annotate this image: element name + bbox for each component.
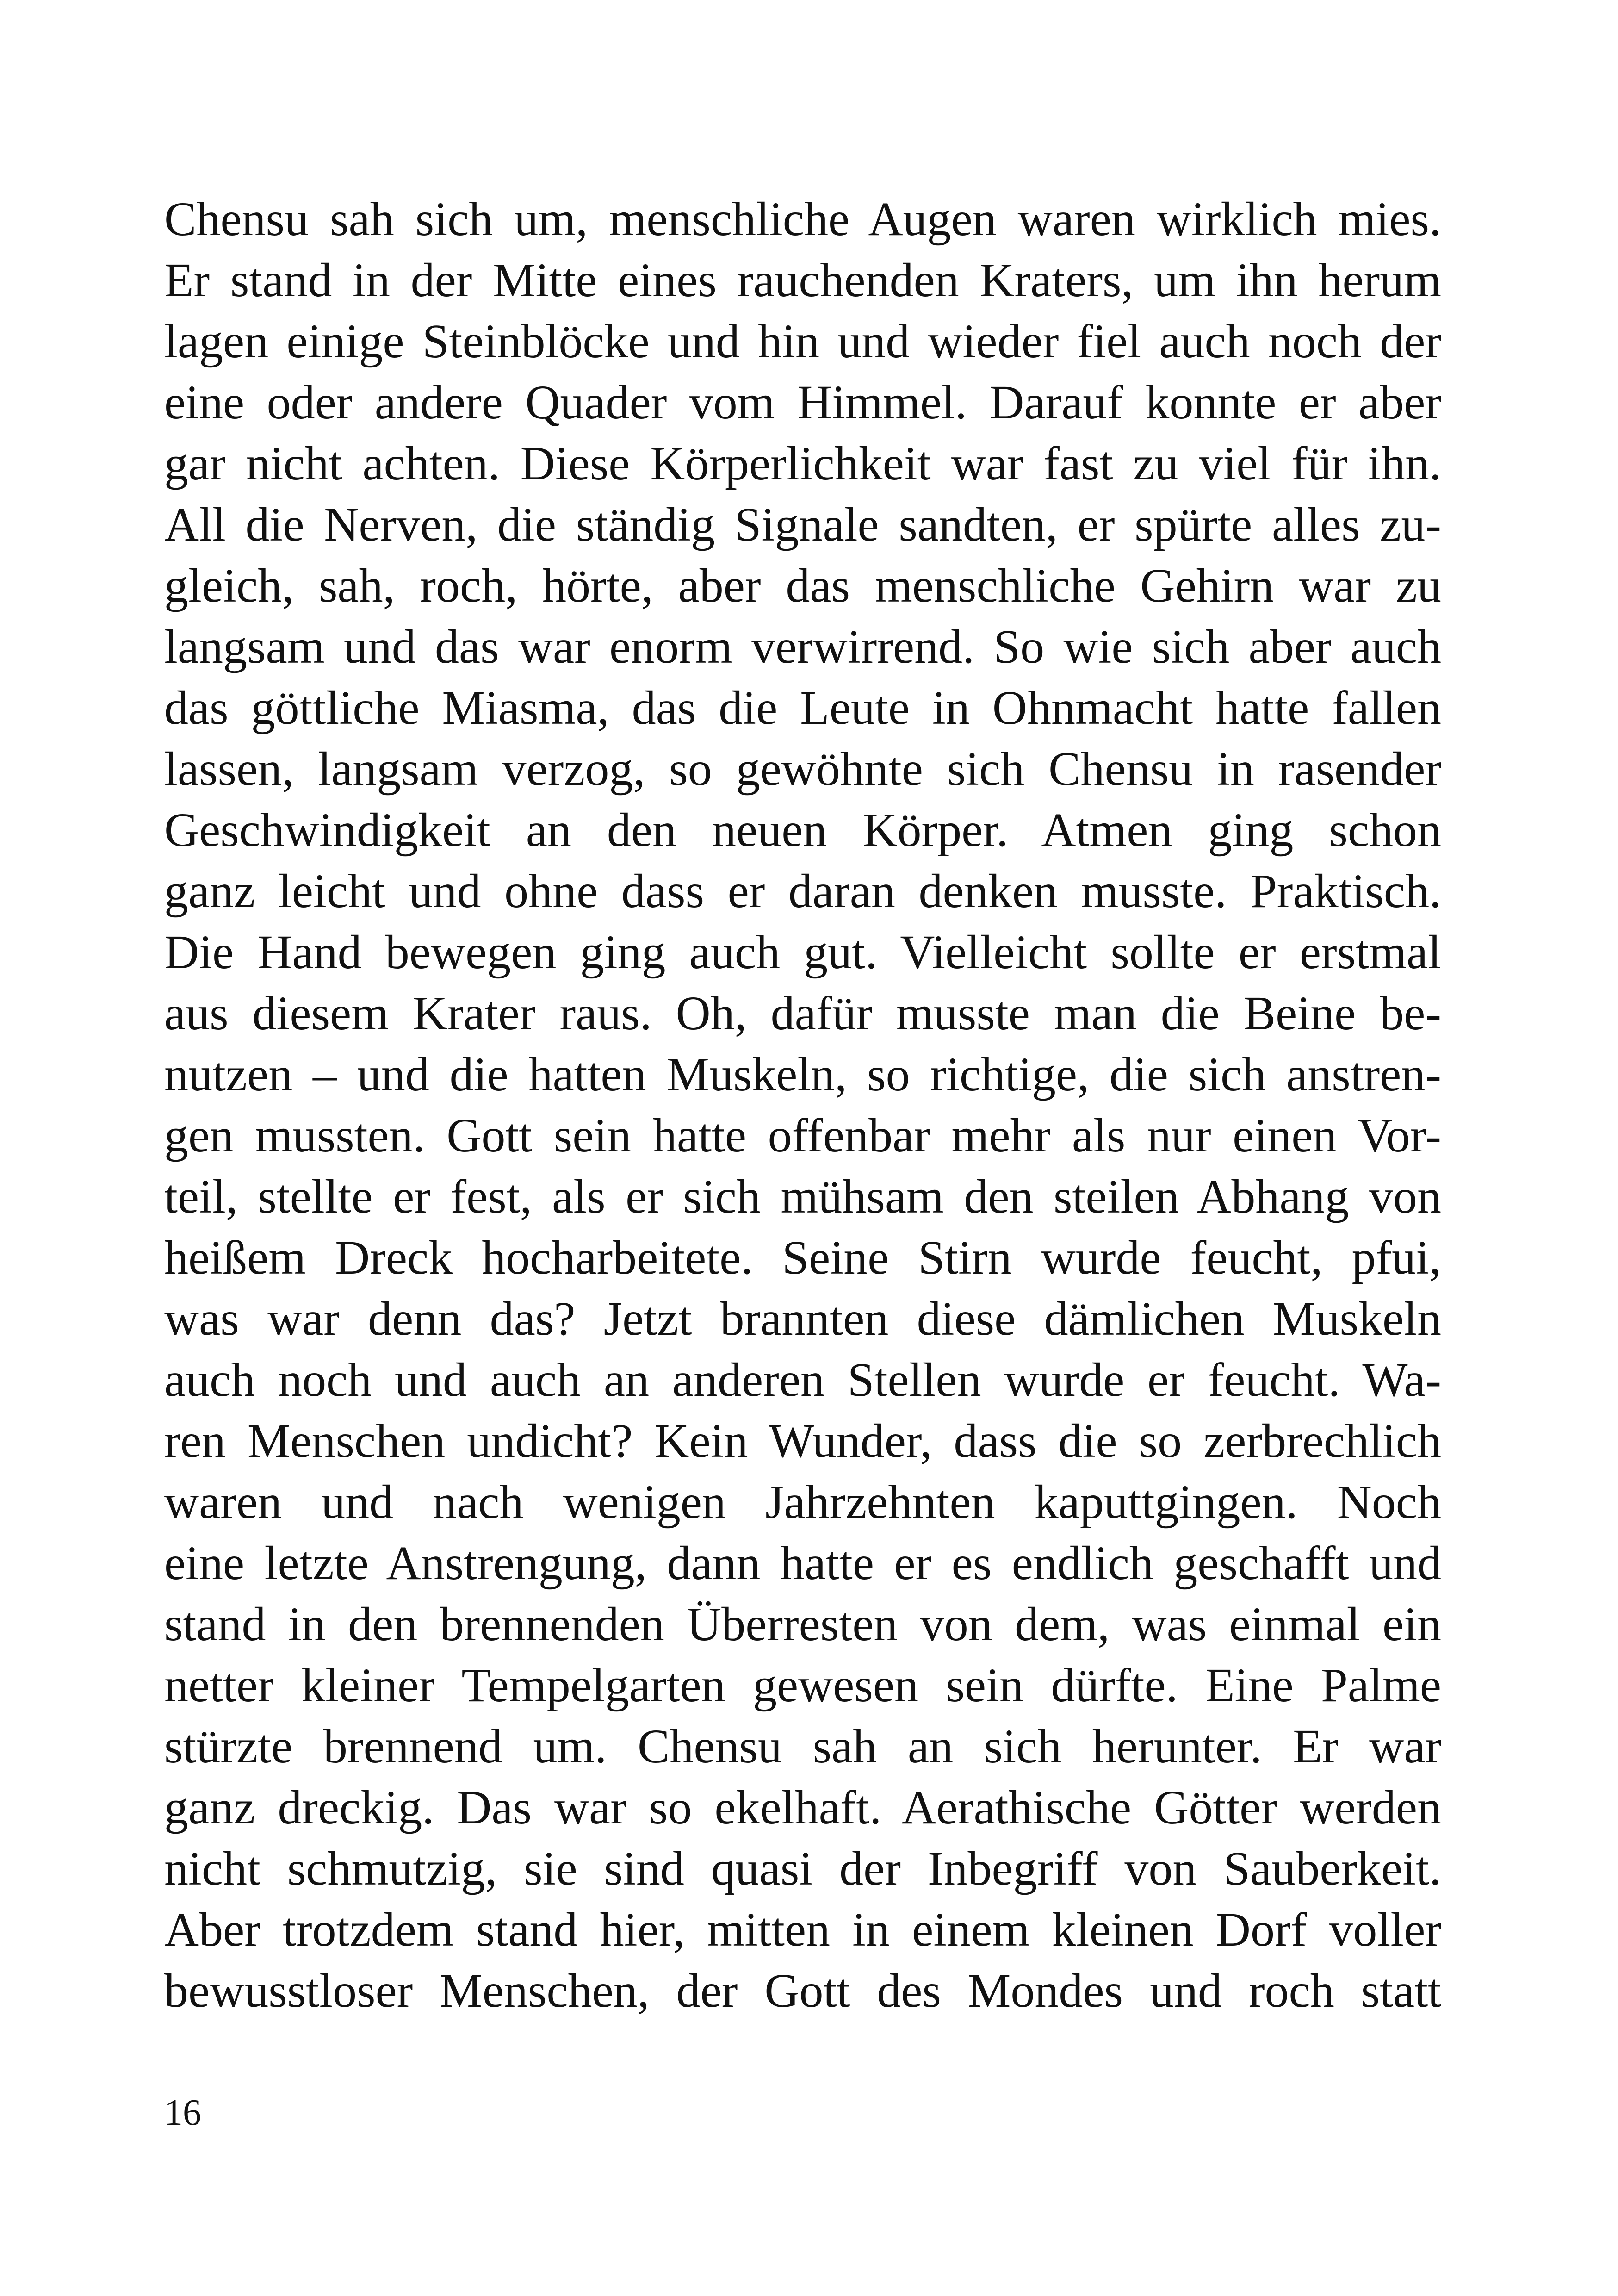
text-line: All die Nerven, die ständig Signale sandten, er spürte alles zu- bbox=[164, 498, 1441, 551]
text-line: gar nicht achten. Diese Körperlichkeit war fast zu viel für ihn. bbox=[164, 437, 1441, 490]
text-line: langsam und das war enorm verwirrend. So wie sich aber auch bbox=[164, 620, 1441, 673]
text-line: ganz leicht und ohne dass er daran denken musste. Praktisch. bbox=[164, 865, 1441, 918]
text-line: waren und nach wenigen Jahrzehnten kaputtgingen. Noch bbox=[164, 1475, 1441, 1529]
text-line: was war denn das? Jetzt brannten diese dämlichen Muskeln bbox=[164, 1292, 1441, 1345]
text-line: teil, stellte er fest, als er sich mühsam den steilen Abhang von bbox=[164, 1170, 1441, 1223]
text-line: nicht schmutzig, sie sind quasi der Inbegriff von Sauberkeit. bbox=[164, 1842, 1441, 1895]
page-number: 16 bbox=[164, 2092, 201, 2133]
text-line: Die Hand bewegen ging auch gut. Vielleicht sollte er erstmal bbox=[164, 926, 1441, 979]
text-line: nutzen – und die hatten Muskeln, so richtige, die sich anstren- bbox=[164, 1048, 1441, 1101]
body-text bbox=[164, 189, 1441, 2022]
text-line: eine letzte Anstrengung, dann hatte er es endlich geschafft und bbox=[164, 1537, 1441, 1590]
text-line: bewusstloser Menschen, der Gott des Mondes und roch statt bbox=[164, 1964, 1441, 2017]
text-line: stand in den brennenden Überresten von dem, was einmal ein bbox=[164, 1598, 1441, 1651]
text-line: aus diesem Krater raus. Oh, dafür musste man die Beine be- bbox=[164, 987, 1441, 1040]
text-line: gleich, sah, roch, hörte, aber das menschliche Gehirn war zu bbox=[164, 559, 1441, 612]
text-line: lagen einige Steinblöcke und hin und wieder fiel auch noch der bbox=[164, 315, 1441, 368]
text-line: stürzte brennend um. Chensu sah an sich herunter. Er war bbox=[164, 1720, 1441, 1773]
text-line: Er stand in der Mitte eines rauchenden Kraters, um ihn herum bbox=[164, 254, 1441, 307]
text-line: Chensu sah sich um, menschliche Augen waren wirklich mies. bbox=[164, 193, 1441, 246]
text-line: eine oder andere Quader vom Himmel. Darauf konnte er aber bbox=[164, 376, 1441, 429]
text-line: ren Menschen undicht? Kein Wunder, dass die so zerbrechlich bbox=[164, 1414, 1441, 1468]
text-line: heißem Dreck hocharbeitete. Seine Stirn wurde feucht, pfui, bbox=[164, 1231, 1441, 1284]
text-line: auch noch und auch an anderen Stellen wurde er feucht. Wa- bbox=[164, 1353, 1441, 1406]
text-line: ganz dreckig. Das war so ekelhaft. Aerathische Götter werden bbox=[164, 1781, 1441, 1834]
text-line: Geschwindigkeit an den neuen Körper. Atmen ging schon bbox=[164, 803, 1441, 857]
text-line: gen mussten. Gott sein hatte offenbar mehr als nur einen Vor- bbox=[164, 1109, 1441, 1162]
text-line: Aber trotzdem stand hier, mitten in einem kleinen Dorf voller bbox=[164, 1903, 1441, 1956]
text-line: netter kleiner Tempelgarten gewesen sein dürfte. Eine Palme bbox=[164, 1659, 1441, 1712]
text-line: lassen, langsam verzog, so gewöhnte sich Chensu in rasender bbox=[164, 742, 1441, 796]
text-line: das göttliche Miasma, das die Leute in Ohnmacht hatte fallen bbox=[164, 681, 1441, 734]
